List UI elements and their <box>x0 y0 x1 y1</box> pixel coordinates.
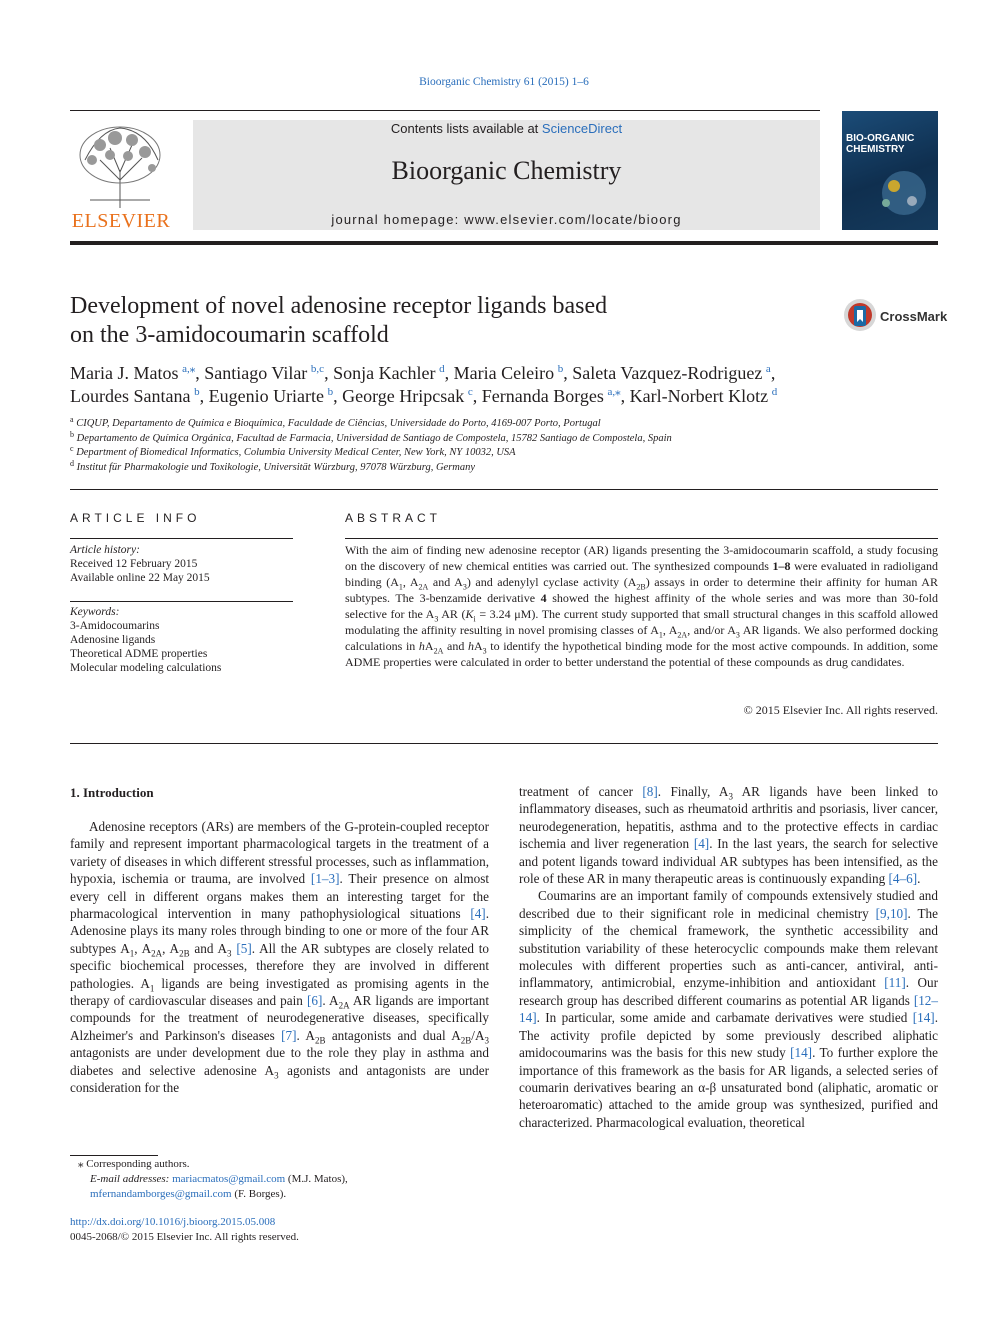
article-history <box>70 543 293 585</box>
keyword: Theoretical ADME properties <box>70 648 208 660</box>
citation-link[interactable]: [11] <box>884 975 906 991</box>
article-title: Development of novel adenosine receptor ligands based on the 3-amidocoumarin scaffold <box>70 293 608 348</box>
author[interactable]: Lourdes Santana $^b$ <box>70 386 200 406</box>
cover-title: BIO-ORGANIC CHEMISTRY <box>846 133 915 155</box>
header-rule <box>70 241 938 245</box>
divider <box>70 601 293 602</box>
divider <box>70 489 938 490</box>
sciencedirect-link[interactable]: ScienceDirect <box>541 121 623 136</box>
divider <box>345 538 938 539</box>
citation-link[interactable]: [4–6] <box>888 871 918 887</box>
cover-artwork <box>842 111 938 230</box>
abstract-heading: ABSTRACT <box>345 511 442 525</box>
affiliations <box>70 417 938 475</box>
author[interactable]: Maria J. Matos $^{a,⁎}$ <box>70 363 196 383</box>
keyword: 3-Amidocoumarins <box>70 620 160 632</box>
citation-link[interactable]: [4] <box>693 836 710 852</box>
citation-link[interactable]: [12–14] <box>519 992 938 1026</box>
keywords-label: Keywords: <box>70 606 120 618</box>
journal-cover-image <box>842 111 938 230</box>
author[interactable]: George Hripcsak $^c$ <box>342 386 473 406</box>
affiliation: $^a$ CIQUP, Departamento de Química e Bioquímica, Faculdade de Ciências, Universidade do Porto, 4169-007 Porto, Portugal <box>70 415 601 429</box>
citation-link[interactable]: [7] <box>281 1027 297 1043</box>
author[interactable]: Santiago Vilar $^{b,c}$ <box>204 363 325 383</box>
affiliation: $^b$ Departamento de Química Orgánica, Facultad de Farmacia, Universidad de Santiago de Compostela, 15782 Santiago de Compostela, Spain <box>70 429 672 444</box>
body-column-left <box>70 818 489 1097</box>
affiliation: $^c$ Department of Biomedical Informatics, Columbia University Medical Center, New York, NY 10032, USA <box>70 444 516 458</box>
email-note: E-mail addresses: mariacmatos@gmail.com (M.J. Matos), mfernandamborges@gmail.com (F. Borges). <box>90 1173 348 1200</box>
received-date: Received 12 February 2015 <box>70 558 198 570</box>
copyright: © 2015 Elsevier Inc. All rights reserved. <box>743 703 938 717</box>
keyword: Molecular modeling calculations <box>70 662 222 674</box>
keywords <box>70 605 293 675</box>
citation-link[interactable]: [4] <box>470 906 486 922</box>
section-heading: 1. Introduction <box>70 785 154 800</box>
citation-link[interactable]: [5] <box>236 940 252 956</box>
body-column-right <box>519 783 938 1131</box>
crossmark-icon[interactable] <box>843 298 877 332</box>
keyword: Adenosine ligands <box>70 634 156 646</box>
author[interactable]: Fernanda Borges $^{a,⁎}$ <box>481 386 621 406</box>
email-link[interactable]: mariacmatos@gmail.com <box>172 1173 286 1185</box>
history-label: Article history: <box>70 544 140 556</box>
divider <box>70 538 293 539</box>
author[interactable]: Maria Celeiro $^b$ <box>453 363 564 383</box>
author[interactable]: Saleta Vazquez-Rodriguez $^a$ <box>572 363 771 383</box>
email-link[interactable]: mfernandamborges@gmail.com <box>90 1188 232 1200</box>
top-rule <box>70 110 820 111</box>
footnotes <box>70 1157 489 1202</box>
citation-link[interactable]: [14] <box>912 1010 935 1026</box>
doi-link[interactable]: http://dx.doi.org/10.1016/j.bioorg.2015.05.008 <box>70 1216 276 1228</box>
author[interactable]: Karl-Norbert Klotz $^d$ <box>629 386 778 406</box>
journal-homepage[interactable]: journal homepage: www.elsevier.com/locate/bioorg <box>331 212 682 227</box>
contents-line: Contents lists available at ScienceDirect <box>390 121 623 136</box>
online-date: Available online 22 May 2015 <box>70 572 210 584</box>
paragraph: Adenosine receptors (ARs) are members of the G-protein-coupled receptor family and represent important pharmacological targets in the treatment of a variety of diseases in which different stressful processes, such as inflammation, hypoxia, ischemia or trauma, are involved [1–3]. Their presence on almost every cell in different organs makes them an interesting target for the pharmacological intervention in many pathophysiological situations [4]. Adenosine plays its many roles through binding to one or more of the four AR subtypes $A_1$, $A_{2A}$, $A_{2B}$ and $A_3$ [5]. All the AR subtypes are closely related to specific biochemical processes, therefore they are involved in different pathologies. $A_1$ ligands are being investigated as promising agents in the therapy of cardiovascular diseases and pain [6]. $A_{2A}$ AR ligands are important compounds for the treatment of neurodegenerative diseases, specifically Alzheimer's and Parkinson's diseases [7]. $A_{2B}$ antagonists and dual $A_{2B}/A_3$ antagonists are under development due to the role they play in asthma and diabetes and selective adenosine $A_3$ agonists and antagonists are under consideration for the <box>70 819 490 1096</box>
author-list: Maria J. Matos $^{a,⁎}$, Santiago Vilar $^{b,c}$, Sonja Kachler $^d$, Maria Celeiro $^b$, Saleta Vazquez-Rodriguez $^a$, Lourdes Santana $^b$, Eugenio Uriarte $^b$, George Hripcsak $^c$, Fernanda Borges $^{a,⁎}$, Karl-Norbert Klotz $^d$ <box>70 363 778 406</box>
affiliation: $^d$ Institut für Pharmakologie und Toxikologie, Universität Würzburg, 97078 Würzburg, Germany <box>70 458 476 473</box>
author[interactable]: Eugenio Uriarte $^b$ <box>208 386 334 406</box>
abstract-text: With the aim of finding new adenosine receptor (AR) ligands presenting the 3-amidocoumarin scaffold, a study focusing on the discovery of new chemical entities was carried out. The synthesized compounds 1–8 were evaluated in radioligand binding ($A_1$, $A_{2A}$ and $A_3$) and adenylyl cyclase activity $(A_{2B})$ assays in order to determine their affinity for human AR subtypes. The 3-benzamide derivative 4 showed the highest affinity of the whole series and was more than 30-fold selective for the $A_3$ AR ($K_i = 3.24$ μM). The current study supported that small structural changes in this scaffold allowed modulating the affinity resulting in novel promising classes of $A_1$, $A_{2A}$, and/or $A_3$ AR ligands. We also performed docking calculations in $hA_{2A}$ and $hA_3$ to identify the hypothetical binding mode for the most active compounds. In addition, some ADME properties were calculated in order to better understand the potential of these compounds as drug candidates. <box>345 543 938 669</box>
journal-reference[interactable]: Bioorganic Chemistry 61 (2015) 1–6 <box>419 76 589 88</box>
corresponding-note: ⁎ Corresponding authors. <box>78 1158 190 1170</box>
author[interactable]: Sonja Kachler $^d$ <box>333 363 445 383</box>
issn-line: 0045-2068/© 2015 Elsevier Inc. All rights reserved. <box>70 1231 299 1243</box>
divider <box>70 743 938 744</box>
citation-link[interactable]: [9,10] <box>875 905 908 921</box>
citation-link[interactable]: [6] <box>306 993 323 1009</box>
footnote-rule <box>70 1155 158 1156</box>
article-info-heading: ARTICLE INFO <box>70 511 201 525</box>
citation-link[interactable]: [14] <box>790 1045 813 1061</box>
citation-link[interactable]: [8] <box>642 784 658 799</box>
paragraph: treatment of cancer [8]. Finally, $A_3$ AR ligands have been linked to inflammatory diseases, such as rheumatoid arthritis and psoriasis, liver cancer, neurodegeneration, hepatitis, asthma and to the protective effects in cardiac ischemia and liver regeneration [4]. In the last years, the search for selective and potent ligands toward individual AR subtypes has been intensified, as the role of these AR in many therapeutic areas is continuously expanding [4–6]. <box>519 784 938 887</box>
paragraph: Coumarins are an important family of compounds extensively studied and described due to their significant role in medicinal chemistry [9,10]. The simplicity of the chemical framework, the synthetic accessibility and substitution variability of these heterocyclic compounds make them relevant molecules with different properties such as anti-cancer, antiviral, anti-inflammatory, antimicrobial, enzyme-inhibition and antioxidant [11]. Our research group has described different coumarins as potential AR ligands [12–14]. In particular, some amide and carbamate derivatives were studied [14]. The activity profile depicted by some previously described aliphatic amidocoumarins was the basis for this new study [14]. To further explore the importance of this framework as the basis for AR ligands, a selected series of coumarin derivatives bearing an α-β unsaturated bond (aliphatic, aromatic or heteroaromatic) attached to the amide group was synthesized, purified and characterized. Pharmacological evaluation, theoretical <box>519 888 939 1130</box>
citation-link[interactable]: [1–3] <box>310 871 340 887</box>
publisher-wordmark: ELSEVIER <box>71 210 171 232</box>
crossmark-label[interactable]: CrossMark <box>880 309 948 324</box>
journal-title: Bioorganic Chemistry <box>391 156 622 185</box>
